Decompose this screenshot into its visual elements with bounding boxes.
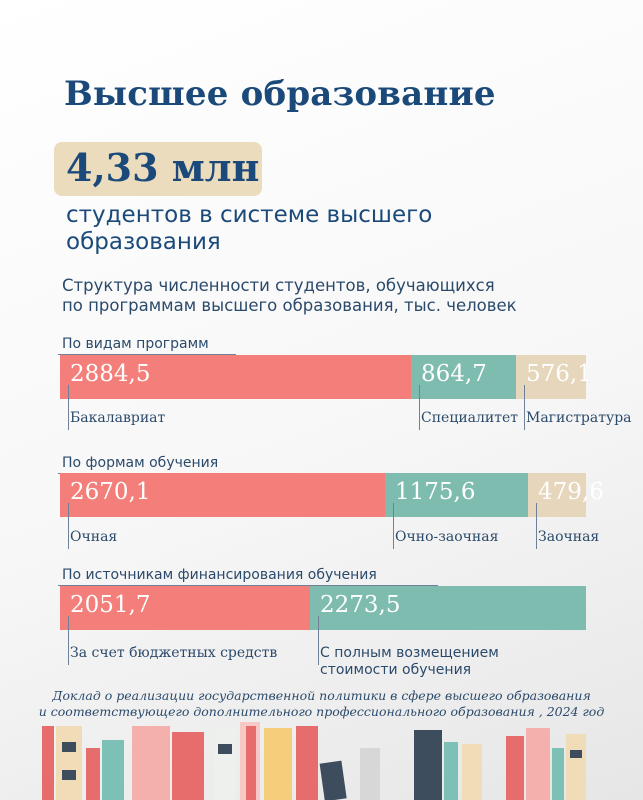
category-label: Бакалавриат <box>70 410 166 426</box>
category-label: С полным возмещением стоимости обучения <box>320 645 499 678</box>
label-leader-line <box>536 503 537 549</box>
data-label: 2273,5 <box>320 592 401 618</box>
category-label: Очно-заочная <box>395 529 499 545</box>
page-title: Высшее образование <box>64 74 496 114</box>
data-label: 2670,1 <box>70 479 151 505</box>
source-note <box>0 688 643 720</box>
data-label: 479,6 <box>538 479 604 505</box>
stacked-bar <box>60 586 586 630</box>
data-label: 2884,5 <box>70 361 151 387</box>
label-leader-line <box>393 503 394 549</box>
label-leader-line <box>318 616 319 665</box>
chart-title: По источникам финансирования обучения <box>62 567 377 583</box>
source-line-2: и соответствующего дополнительного профессионального образования , 2024 год <box>38 704 605 719</box>
category-label: Магистратура <box>526 410 632 426</box>
stacked-bar <box>60 355 592 399</box>
label-leader-line <box>68 385 69 430</box>
section-title-line-1: Структура численности студентов, обучающихся <box>62 276 495 295</box>
bar-segment <box>60 473 385 517</box>
data-label: 1175,6 <box>395 479 476 505</box>
bar-segment <box>411 355 516 399</box>
data-label: 864,7 <box>421 361 487 387</box>
data-label: 576,1 <box>526 361 592 387</box>
bar-segment <box>516 355 592 399</box>
headline-caption: студентов в системе высшего образования <box>66 202 433 255</box>
label-leader-line <box>419 385 420 430</box>
label-leader-line <box>68 616 69 665</box>
stacked-bar <box>60 473 604 517</box>
label-leader-line <box>68 503 69 549</box>
bar-segment <box>310 586 586 630</box>
bar-segment <box>385 473 528 517</box>
bar-segment <box>60 586 310 630</box>
chart-title: По видам программ <box>62 336 209 352</box>
section-title <box>62 276 622 316</box>
category-label: Заочная <box>538 529 600 545</box>
source-line-1: Доклад о реализации государственной политики в сфере высшего образования <box>52 688 591 703</box>
chart-title: По формам обучения <box>62 455 219 471</box>
section-title-line-2: по программам высшего образования, тыс. человек <box>62 296 517 315</box>
bar-segment <box>60 355 411 399</box>
category-label: Специалитет <box>421 410 519 426</box>
headline-value: 4,33 млн <box>66 145 260 190</box>
data-label: 2051,7 <box>70 592 151 618</box>
label-leader-line <box>524 385 525 430</box>
category-label: Очная <box>70 529 118 545</box>
category-label: За счет бюджетных средств <box>70 645 278 661</box>
